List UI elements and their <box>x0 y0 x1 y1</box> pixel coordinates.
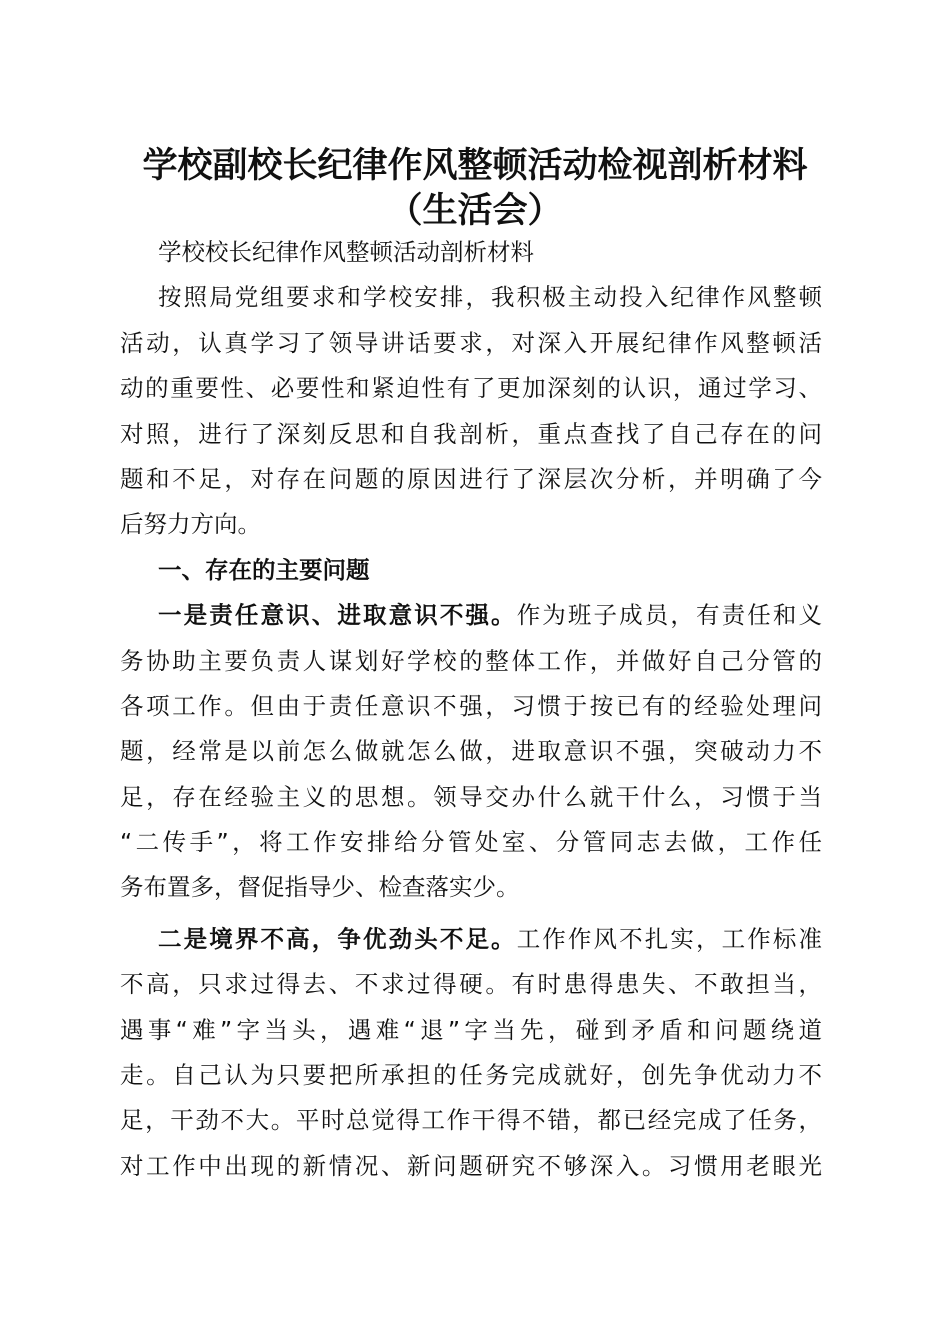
paragraph-line: 后努力方向。 <box>120 510 261 539</box>
paragraph-line <box>120 917 822 962</box>
paragraph-line: 务协助主要负责人谋划好学校的整体工作，并做好自己分管的 <box>120 646 822 675</box>
section-heading: 一、存在的主要问题 <box>158 555 370 584</box>
paragraph-line: 按照局党组要求和学校安排，我积极主动投入纪律作风整顿 <box>158 283 822 312</box>
paragraph-line: 足，干劲不大。平时总觉得工作干得不错，都已经完成了任务， <box>120 1106 822 1135</box>
document-title: 学校副校长纪律作风整顿活动检视剖析材料 <box>142 145 808 186</box>
document-body <box>120 230 822 1189</box>
paragraph-line <box>120 593 822 638</box>
paragraph-line: 不高，只求过得去、不求过得硬。有时患得患失、不敢担当， <box>120 970 822 999</box>
paragraph-line: 足，存在经验主义的思想。领导交办什么就干什么，习惯于当 <box>120 782 822 811</box>
item-text: 工作作风不扎实，工作标准 <box>516 924 823 953</box>
item-lead: 二是境界不高，争优劲头不足。 <box>158 924 517 953</box>
item-text: 作为班子成员，有责任和义 <box>516 601 823 630</box>
paragraph-line: 题，经常是以前怎么做就怎么做，进取意识不强，突破动力不 <box>120 737 822 766</box>
paragraph-line: “二传手”，将工作安排给分管处室、分管同志去做，工作任 <box>120 828 822 857</box>
paragraph-line: 各项工作。但由于责任意识不强，习惯于按已有的经验处理问 <box>120 691 822 720</box>
paragraph-line: 走。自己认为只要把所承担的任务完成就好，创先争优动力不 <box>120 1061 822 1090</box>
paragraph-line: 对照，进行了深刻反思和自我剖析，重点查找了自己存在的问 <box>120 419 822 448</box>
paragraph-line: 动的重要性、必要性和紧迫性有了更加深刻的认识，通过学习、 <box>120 374 822 403</box>
paragraph-line: 对工作中出现的新情况、新问题研究不够深入。习惯用老眼光 <box>120 1151 822 1180</box>
paragraph-line: 活动，认真学习了领导讲话要求，对深入开展纪律作风整顿活 <box>120 328 822 357</box>
paragraph-line: 遇事“难”字当头，遇难“退”字当先，碰到矛盾和问题绕道 <box>120 1015 822 1044</box>
paragraph-line: 题和不足，对存在问题的原因进行了深层次分析，并明确了今 <box>120 464 822 493</box>
subtitle: 学校校长纪律作风整顿活动剖析材料 <box>158 238 534 266</box>
item-lead: 一是责任意识、进取意识不强。 <box>158 601 517 630</box>
document-title-subtitle: （生活会） <box>387 190 563 231</box>
item2-paragraph <box>120 917 822 1189</box>
paragraph-line: 务布置多，督促指导少、检查落实少。 <box>120 873 520 902</box>
intro-paragraph <box>120 275 822 547</box>
item1-paragraph <box>120 593 822 911</box>
